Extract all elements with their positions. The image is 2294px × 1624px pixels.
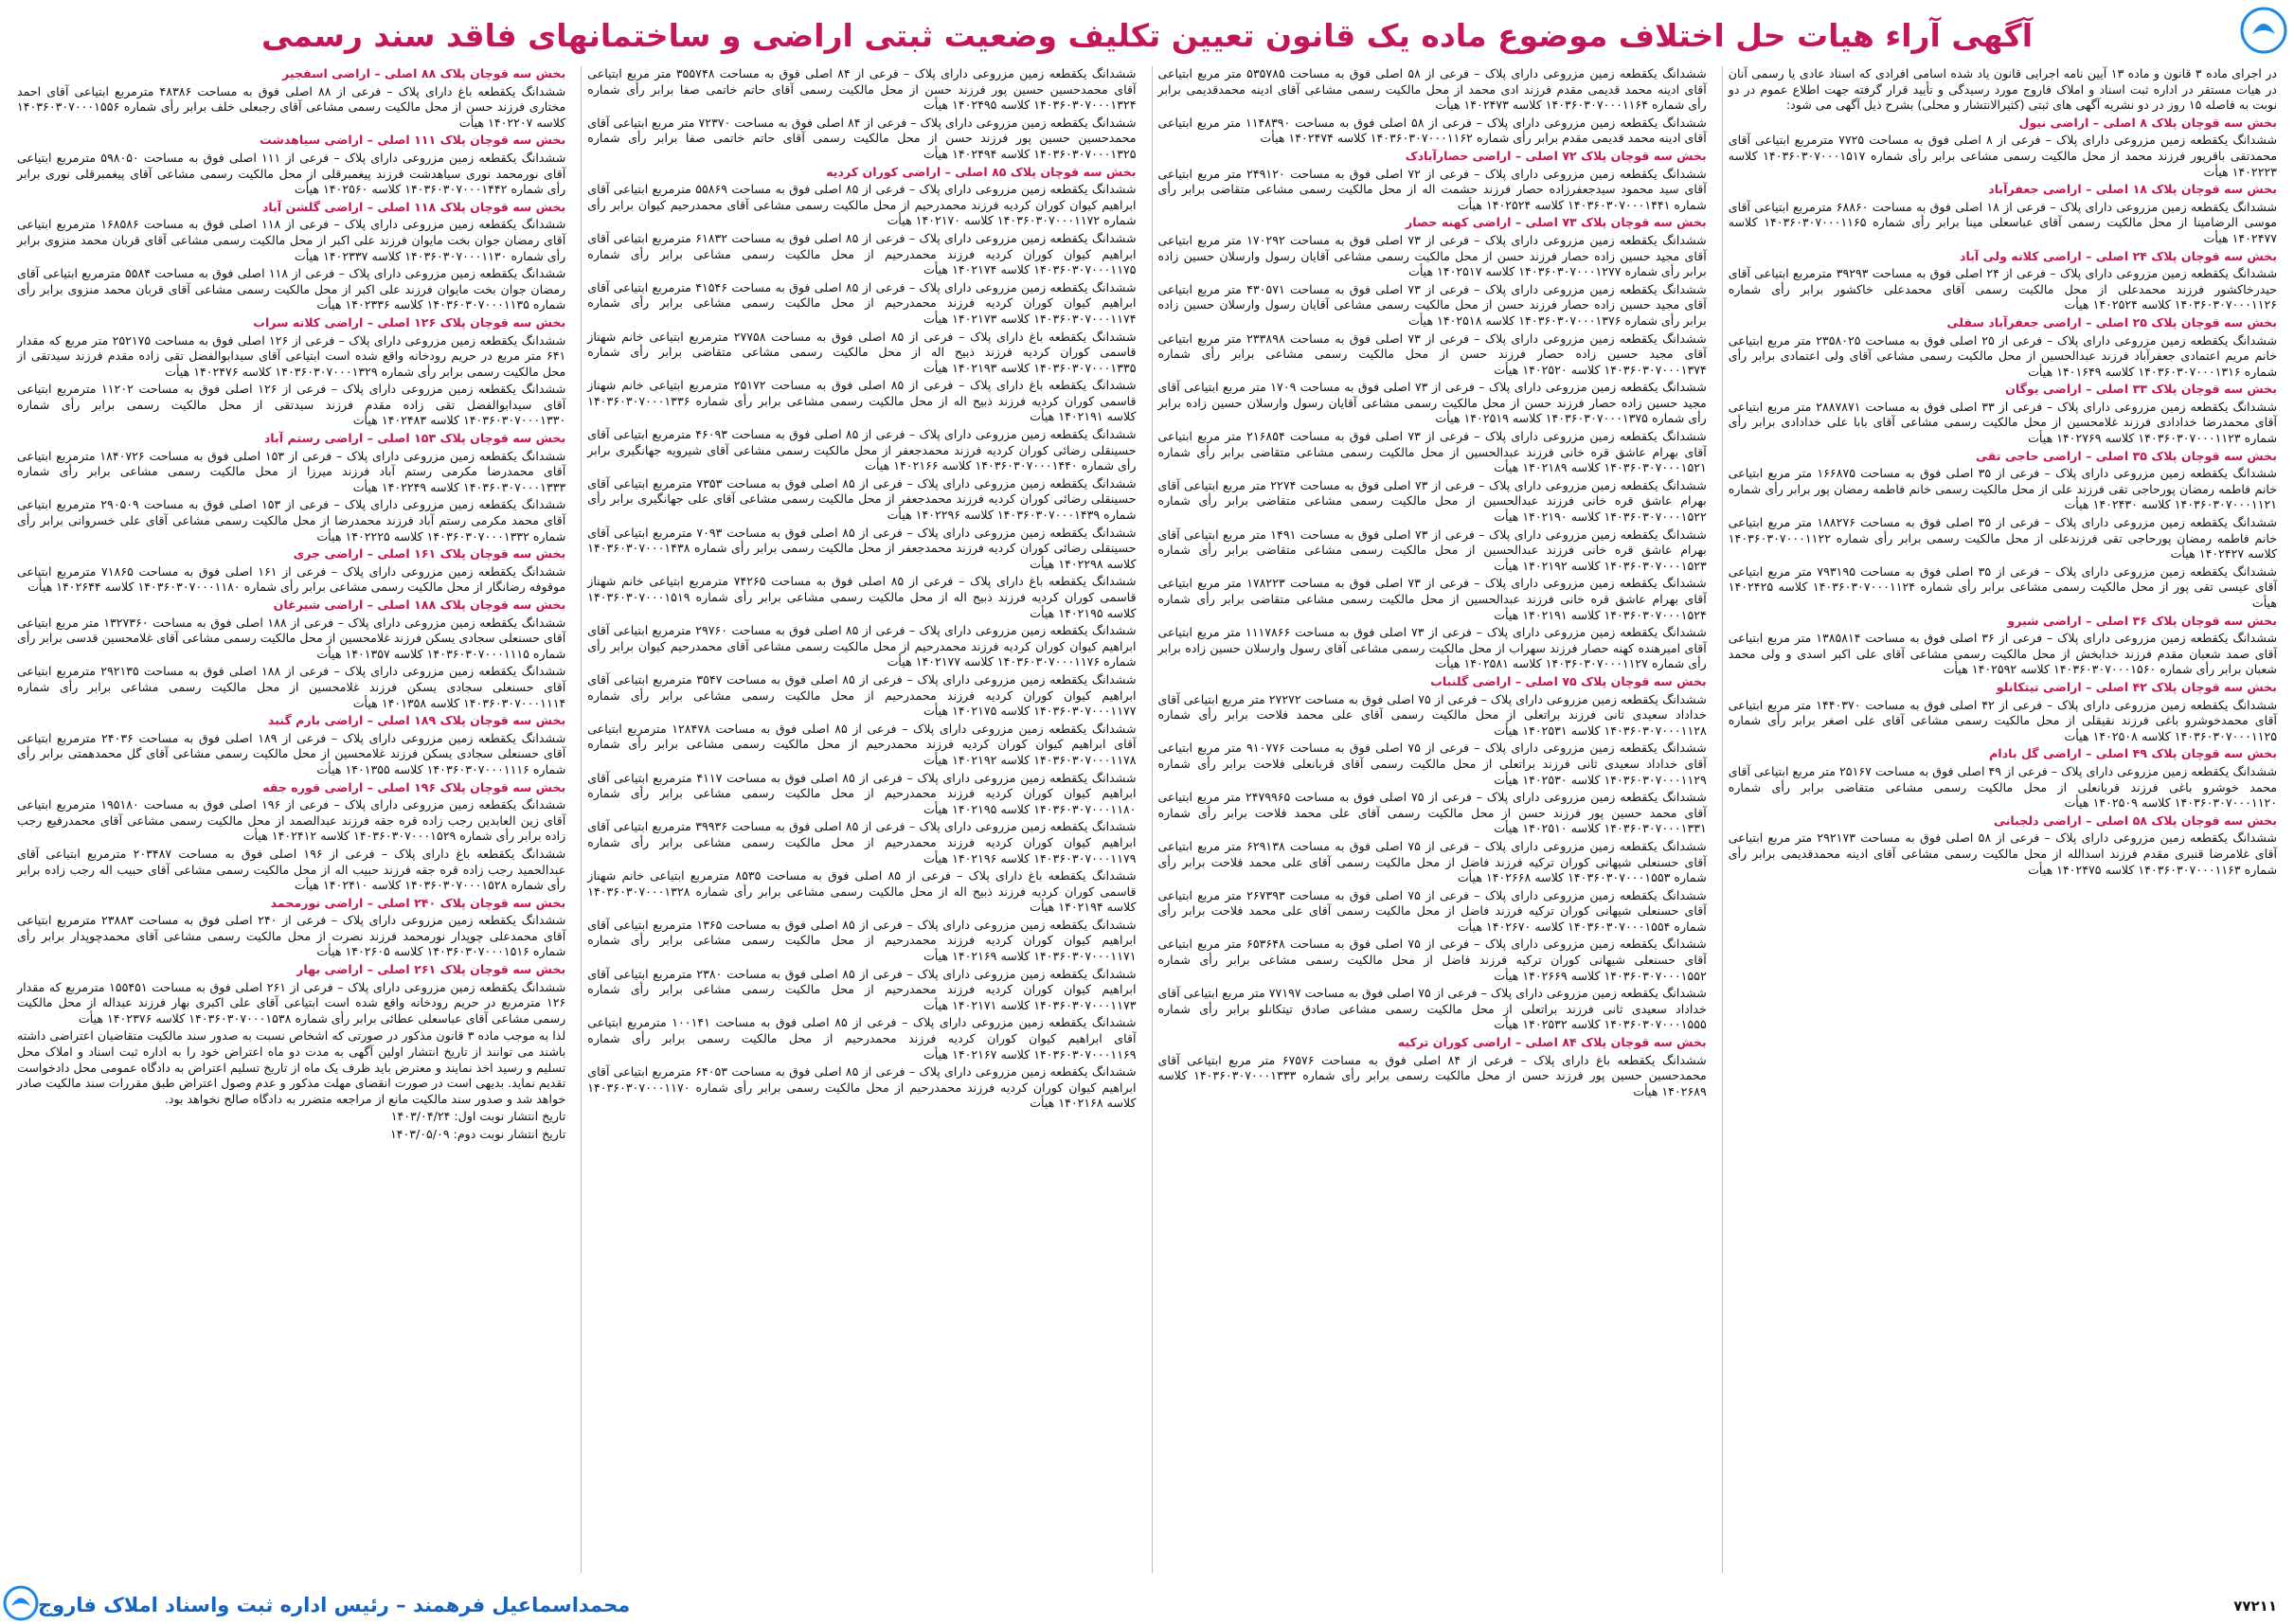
notice-columns bbox=[11, 66, 2283, 1573]
entry: ششدانگ یکقطعه زمین مزروعی دارای پلاک – فرعی از ۸۵ اصلی فوق به مساحت ۴۶۰۹۳ مترمربع ابتیاعی آقای حسینقلی رضائی کوران کردیه فرزند محمدجعفر از محل مالکیت رسمی مشاعی آقای شیرویه جهانگیری برابر رأی شماره ۱۴۰۳۶۰۳۰۷۰۰۰۱۴۴۰ کلاسه ۱۴۰۲۱۶۶ هیأت bbox=[587, 427, 1137, 473]
section-heading: بخش سه قوچان پلاک ۱۱۱ اصلی – اراضی سیاهدشت bbox=[260, 133, 566, 148]
entry: ششدانگ یکقطعه زمین مزروعی دارای پلاک – فرعی از ۷۵ اصلی فوق به مساحت ۲۶۷۳۹۳ متر مربع ابتیاعی آقای حسنعلی شیهانی کوران ترکیه فرزند فاضل از محل مالکیت رسمی آقای علی محمد فلاحت برابر رأی شماره ۱۴۰۳۶۰۳۰۷۰۰۰۱۵۵۴ کلاسه ۱۴۰۲۶۷۰ هیأت bbox=[1157, 887, 1707, 934]
entry: ششدانگ یکقطعه زمین مزروعی دارای پلاک – فرعی از ۷۵ اصلی فوق به مساحت ۶۵۳۶۴۸ متر مربع ابتیاعی آقای حسنعلی شیهانی کوران ترکیه فرزند فاضل از محل مالکیت رسمی مشاعی برابر رأی شماره ۱۴۰۳۶۰۳۰۷۰۰۰۱۵۵۲ کلاسه ۱۴۰۲۶۶۹ هیأت bbox=[1157, 937, 1707, 983]
entry: ششدانگ یکقطعه باغ دارای پلاک – فرعی از ۸۵ اصلی فوق به مساحت ۲۷۷۵۸ مترمربع ابتیاعی خانم شهناز قاسمی کوران کردیه فرزند ذبیح اله از محل مالکیت رسمی مشاعی متقاضی برابر رأی شماره ۱۴۰۳۶۰۳۰۷۰۰۰۱۳۳۵ کلاسه ۱۴۰۲۱۹۳ هیأت bbox=[587, 329, 1137, 375]
entry: ششدانگ یکقطعه زمین مزروعی دارای پلاک – فرعی از ۲۵ اصلی فوق به مساحت ۲۳۵۸۰۲۵ متر مربع ابتیاعی خانم مریم اعتمادی جعفرآباد فرزند عبدالحسین از محل مالکیت رسمی مشاعی آقای ولی اعتمادی برابر رأی شماره ۱۴۰۳۶۰۳۰۷۰۰۰۱۳۱۶ کلاسه ۱۴۰۱۶۴۹ هیأت bbox=[1728, 332, 2277, 379]
first-publish-date: تاریخ انتشار نوبت اول: ۱۴۰۳/۰۴/۲۴ bbox=[390, 1109, 566, 1124]
section-heading: بخش سه قوچان پلاک ۱۲۶ اصلی – اراضی کلاته سراب bbox=[253, 314, 566, 330]
entry: ششدانگ یکقطعه زمین مزروعی دارای پلاک – فرعی از ۷۳ اصلی فوق به مساحت ۴۳۰۵۷۱ متر مربع ابتیاعی آقای مجید حسین زاده حصار فرزند حسن از محل مالکیت رسمی مشاعی آقایان رسول وارسلان حسین زاده برابر رأی شماره ۱۴۰۳۶۰۳۰۷۰۰۰۱۳۷۶ کلاسه ۱۴۰۲۵۱۸ هیأت bbox=[1157, 281, 1707, 328]
entry: ششدانگ یکقطعه زمین مزروعی دارای پلاک – فرعی از ۸۵ اصلی فوق به مساحت ۱۰۰۱۴۱ مترمربع ابتیاعی آقای ابراهیم کیوان کوران کردیه فرزند محمدرحیم از محل مالکیت رسمی برابر رأی شماره ۱۴۰۳۶۰۳۰۷۰۰۰۱۱۶۹ کلاسه ۱۴۰۲۱۶۷ هیأت bbox=[587, 1015, 1137, 1062]
entry: ششدانگ یکقطعه زمین مزروعی دارای پلاک – فرعی از ۷۳ اصلی فوق به مساحت ۱۷۰۲۹۲ متر مربع ابتیاعی آقای مجید حسین زاده حصار فرزند حسن از محل مالکیت رسمی مشاعی آقایان رسول وارسلان حسین زاده برابر رأی شماره ۱۴۰۳۶۰۳۰۷۰۰۰۱۲۷۷ کلاسه ۱۴۰۲۵۱۷ هیأت bbox=[1157, 232, 1707, 279]
entry: ششدانگ یکقطعه زمین مزروعی دارای پلاک – فرعی از ۷۳ اصلی فوق به مساحت ۱۱۱۷۸۶۶ متر مربع ابتیاعی آقای امیرهنده کهنه حصار فرزند سهراب از محل مالکیت رسمی مشاعی آقای رسول وارسلان حسین زاده برابر رأی شماره ۱۴۰۳۶۰۳۰۷۰۰۰۱۱۲۷ کلاسه ۱۴۰۲۵۸۱ هیأت bbox=[1157, 625, 1707, 671]
section-heading: بخش سه قوچان پلاک ۱۸۸ اصلی – اراضی شیرغان bbox=[273, 598, 566, 612]
section-heading: بخش سه قوچان پلاک ۱۹۶ اصلی – اراضی قوره جقه bbox=[262, 779, 566, 794]
entry: ششدانگ یکقطعه زمین مزروعی دارای پلاک – فرعی از ۷۵ اصلی فوق به مساحت ۹۱۰۷۷۶ متر مربع ابتیاعی آقای خداداد سعیدی ثانی فرزند براتعلی از محل مالکیت رسمی آقای قربانعلی فلاحت برابر رأی شماره ۱۴۰۳۶۰۳۰۷۰۰۰۱۱۲۹ کلاسه ۱۴۰۲۵۳۰ هیأت bbox=[1157, 741, 1707, 787]
section-heading: بخش سه قوچان پلاک ۸۵ اصلی – اراضی کوران کردیه bbox=[826, 164, 1137, 179]
second-publish-date: تاریخ انتشار نوبت دوم: ۱۴۰۳/۰۵/۰۹ bbox=[389, 1127, 566, 1141]
entry: ششدانگ یکقطعه زمین مزروعی دارای پلاک – فرعی از ۷۳ اصلی فوق به مساحت ۱۷۰۹ متر مربع ابتیاعی آقای مجید حسین زاده حصار فرزند حسن از محل مالکیت رسمی مشاعی آقایان رسول وارسلان حسین زاده برابر رأی شماره ۱۴۰۳۶۰۳۰۷۰۰۰۱۳۷۵ کلاسه ۱۴۰۲۵۱۹ هیأت bbox=[1157, 380, 1707, 426]
entry: ششدانگ یکقطعه زمین مزروعی دارای پلاک – فرعی از ۱۱۸ اصلی فوق به مساحت ۱۶۸۵۸۶ مترمربع ابتیاعی آقای رمضان جوان بخت مایوان فرزند علی اکبر از محل مالکیت رسمی مشاعی آقای قربان محمد منزوی برابر رأی شماره ۱۴۰۳۶۰۳۰۷۰۰۰۱۱۳۰ کلاسه ۱۴۰۲۳۳۷ هیأت bbox=[17, 217, 566, 263]
column-4 bbox=[11, 66, 571, 1573]
section-heading: بخش سه قوچان پلاک ۵۸ اصلی – اراضی دلجبانی bbox=[1993, 812, 2277, 828]
column-1 bbox=[1722, 66, 2283, 1573]
entry: ششدانگ یکقطعه باغ دارای پلاک – فرعی از ۸۸ اصلی فوق به مساحت ۴۸۳۸۶ مترمربع ابتیاعی آقای احمد مختاری فرزند حسن از محل مالکیت رسمی مشاعی آقای رجبعلی خلف برابر رأی شماره ۱۴۰۳۶۰۳۰۷۰۰۰۱۵۵۶ کلاسه ۱۴۰۲۲۰۷ هیأت bbox=[17, 83, 566, 130]
entry: ششدانگ یکقطعه زمین مزروعی دارای پلاک – فرعی از ۸۵ اصلی فوق به مساحت ۴۱۵۴۶ مترمربع ابتیاعی آقای ابراهیم کیوان کوران کردیه فرزند محمدرحیم از محل مالکیت رسمی مشاعی برابر رأی شماره ۱۴۰۳۶۰۳۰۷۰۰۰۱۱۷۴ کلاسه ۱۴۰۲۱۷۳ هیأت bbox=[587, 279, 1137, 326]
entry: ششدانگ یکقطعه زمین مزروعی دارای پلاک – فرعی از ۸۵ اصلی فوق به مساحت ۷۳۵۳ مترمربع ابتیاعی آقای حسینقلی رضائی کوران کردیه فرزند محمدجعفر از محل مالکیت رسمی مشاعی آقای علی جهانگیری برابر رأی شماره ۱۴۰۳۶۰۳۰۷۰۰۰۱۴۳۹ کلاسه ۱۴۰۲۲۹۶ هیأت bbox=[587, 475, 1137, 523]
section-heading: بخش سه قوچان پلاک ۲۴ اصلی – اراضی کلاته ولی آباد bbox=[1960, 248, 2277, 263]
entry: ششدانگ یکقطعه زمین مزروعی دارای پلاک – فرعی از ۷۵ اصلی فوق به مساحت ۶۲۹۱۳۸ متر مربع ابتیاعی آقای حسنعلی شیهانی کوران ترکیه فرزند فاضل از محل مالکیت رسمی آقای علی محمد فلاحت برابر رأی شماره ۱۴۰۳۶۰۳۰۷۰۰۰۱۵۵۳ کلاسه ۱۴۰۲۶۶۸ هیأت bbox=[1157, 838, 1707, 885]
entry: ششدانگ یکقطعه زمین مزروعی دارای پلاک – فرعی از ۱۵۳ اصلی فوق به مساحت ۱۸۴۰۷۲۶ مترمربع ابتیاعی آقای محمدرضا مکرمی رستم آباد فرزند میرزا از محل مالکیت رسمی مشاعی برابر رأی شماره ۱۴۰۳۶۰۳۰۷۰۰۰۱۳۳۳ کلاسه ۱۴۰۲۲۴۹ هیأت bbox=[17, 448, 566, 494]
entry: ششدانگ یکقطعه باغ دارای پلاک – فرعی از ۸۵ اصلی فوق به مساحت ۸۵۳۵ مترمربع ابتیاعی خانم شهناز قاسمی کوران کردیه فرزند ذبیح اله از محل مالکیت رسمی مشاعی برابر رأی شماره ۱۴۰۳۶۰۳۰۷۰۰۰۱۳۲۸ کلاسه ۱۴۰۲۱۹۴ هیأت bbox=[587, 868, 1137, 915]
entry: ششدانگ یکقطعه زمین مزروعی دارای پلاک – فرعی از ۱۹۶ اصلی فوق به مساحت ۱۹۵۱۸۰ مترمربع ابتیاعی آقای زین العابدین رجب زاده قره جقه فرزند عبدالصمد از محل مالکیت رسمی مشاعی آقای محمدرفیع رجب زاده برابر رأی شماره ۱۴۰۳۶۰۳۰۷۰۰۰۱۵۲۹ کلاسه ۱۴۰۲۴۱۲ هیأت bbox=[17, 797, 566, 844]
registry-seal-icon bbox=[2, 1584, 40, 1622]
entry: ششدانگ یکقطعه زمین مزروعی دارای پلاک – فرعی از ۱۲۶ اصلی فوق به مساحت ۱۱۲۰۲ مترمربع ابتیاعی آقای سیدابوالفضل تقی زاده مقدم فرزند سیدتقی از محل مالکیت رسمی برابر رأی شماره ۱۴۰۳۶۰۳۰۷۰۰۰۱۳۳۰ کلاسه ۱۴۰۲۴۸۳ هیأت bbox=[17, 382, 566, 428]
entry: ششدانگ یکقطعه زمین مزروعی دارای پلاک – فرعی از ۳۶ اصلی فوق به مساحت ۱۳۸۵۸۱۴ متر مربع ابتیاعی آقای صمد شعبان مقدم فرزند خدابخش از محل مالکیت رسمی مشاعی آقای علی اکبر اسدی و ولی محمد شعبان برابر رأی شماره ۱۴۰۳۶۰۳۰۷۰۰۰۱۵۶۰ کلاسه ۱۴۰۲۵۹۲ هیأت bbox=[1728, 631, 2277, 677]
section-heading: بخش سه قوچان پلاک ۸ اصلی – اراضی نیول bbox=[2018, 115, 2277, 130]
section-heading: بخش سه قوچان پلاک ۱۸ اصلی – اراضی جعفرآباد bbox=[1988, 182, 2277, 197]
entry: ششدانگ یکقطعه زمین مزروعی دارای پلاک – فرعی از ۷۵ اصلی فوق به مساحت ۲۷۲۷۲ متر مربع ابتیاعی آقای خداداد سعیدی ثانی فرزند براتعلی از محل مالکیت رسمی آقای علی محمد فلاحت برابر رأی شماره ۱۴۰۳۶۰۳۰۷۰۰۰۱۱۲۸ کلاسه ۱۴۰۲۵۳۱ هیأت bbox=[1157, 691, 1707, 738]
column-3 bbox=[581, 66, 1141, 1573]
entry: ششدانگ یکقطعه زمین مزروعی دارای پلاک – فرعی از ۵۸ اصلی فوق به مساحت ۱۱۴۸۳۹۰ متر مربع ابتیاعی آقای ادینه محمد قدیمی مقدم برابر رأی شماره ۱۴۰۳۶۰۳۰۷۰۰۰۱۱۶۲ کلاسه ۱۴۰۲۴۷۴ هیأت bbox=[1157, 115, 1707, 146]
column-2 bbox=[1152, 66, 1712, 1573]
entry: ششدانگ یکقطعه زمین مزروعی دارای پلاک – فرعی از ۸۴ اصلی فوق به مساحت ۳۵۵۷۴۸ متر مربع ابتیاعی آقای محمدحسین حسین پور فرزند حسن از محل مالکیت رسمی آقای حاتم خاتمی صفا برابر رأی شماره ۱۴۰۳۶۰۳۰۷۰۰۰۱۳۲۴ کلاسه ۱۴۰۲۴۹۵ هیأت bbox=[587, 66, 1137, 113]
section-heading: بخش سه قوچان پلاک ۸۸ اصلی – اراضی اسفجیر bbox=[281, 66, 566, 80]
section-heading: بخش سه قوچان پلاک ۷۲ اصلی – اراضی حصارآبادک bbox=[1405, 148, 1707, 163]
section-heading: بخش سه قوچان پلاک ۴۲ اصلی – اراضی تیتکانلو bbox=[1996, 679, 2277, 694]
entry: ششدانگ یکقطعه زمین مزروعی دارای پلاک – فرعی از ۷۳ اصلی فوق به مساحت ۲۲۷۴ متر مربع ابتیاعی آقای بهرام عاشق قره خانی فرزند عبدالحسین از محل مالکیت رسمی مشاعی متقاضی برابر رأی شماره ۱۴۰۳۶۰۳۰۷۰۰۰۱۵۲۲ کلاسه ۱۴۰۲۱۹۰ هیأت bbox=[1157, 477, 1707, 525]
entry: ششدانگ یکقطعه زمین مزروعی دارای پلاک – فرعی از ۷۳ اصلی فوق به مساحت ۲۳۳۸۹۸ متر مربع ابتیاعی آقای مجید حسین زاده حصار فرزند حسن از محل مالکیت رسمی مشاعی برابر رأی شماره ۱۴۰۳۶۰۳۰۷۰۰۰۱۳۷۴ کلاسه ۱۴۰۲۵۲۰ هیأت bbox=[1157, 330, 1707, 377]
entry: ششدانگ یکقطعه زمین مزروعی دارای پلاک – فرعی از ۸۵ اصلی فوق به مساحت ۲۹۷۶۰ مترمربع ابتیاعی آقای ابراهیم کیوان کوران کردیه فرزند محمدرحیم از محل مالکیت رسمی مشاعی آقای محمدرحیم کیوان برابر رأی شماره ۱۴۰۳۶۰۳۰۷۰۰۰۱۱۷۶ کلاسه ۱۴۰۲۱۷۷ هیأت bbox=[587, 623, 1137, 669]
section-heading: بخش سه قوچان پلاک ۳۶ اصلی – اراضی شیرو bbox=[2007, 613, 2277, 628]
entry: ششدانگ یکقطعه زمین مزروعی دارای پلاک – فرعی از ۷۳ اصلی فوق به مساحت ۱۴۹۱ متر مربع ابتیاعی آقای بهرام عاشق قره خانی فرزند عبدالحسین از محل مالکیت رسمی مشاعی متقاضی برابر رأی شماره ۱۴۰۳۶۰۳۰۷۰۰۰۱۵۲۳ کلاسه ۱۴۰۲۱۹۲ هیأت bbox=[1157, 526, 1707, 573]
entry: ششدانگ یکقطعه زمین مزروعی دارای پلاک – فرعی از ۸۵ اصلی فوق به مساحت ۷۰۹۳ مترمربع ابتیاعی آقای حسینقلی رضائی کوران کردیه فرزند محمدجعفر از محل مالکیت رسمی برابر رأی شماره ۱۴۰۳۶۰۳۰۷۰۰۰۱۴۳۸ کلاسه ۱۴۰۲۲۹۸ هیأت bbox=[587, 525, 1137, 571]
entry: ششدانگ یکقطعه زمین مزروعی دارای پلاک – فرعی از ۳۵ اصلی فوق به مساحت ۷۹۳۱۹۵ متر مربع ابتیاعی آقای عیسی تقی پور از محل مالکیت رسمی مشاعی برابر رأی شماره ۱۴۰۳۶۰۳۰۷۰۰۰۱۱۲۴ کلاسه ۱۴۰۲۴۲۵ هیأت bbox=[1728, 563, 2278, 610]
notice-title: آگهی آراء هیات حل اختلاف موضوع ماده یک قانون تعیین تکلیف وضعیت ثبتی اراضی و ساختمانهای فاقد سند رسمی bbox=[260, 16, 2034, 54]
entry: ششدانگ یکقطعه زمین مزروعی دارای پلاک – فرعی از ۸۵ اصلی فوق به مساحت ۶۴۰۵۳ مترمربع ابتیاعی آقای ابراهیم کیوان کوران کردیه فرزند محمدرحیم از محل مالکیت رسمی برابر رأی شماره ۱۴۰۳۶۰۳۰۷۰۰۰۱۱۷۰ کلاسه ۱۴۰۲۱۶۸ هیأت bbox=[587, 1064, 1137, 1111]
section-heading: بخش سه قوچان پلاک ۸۴ اصلی – اراضی کوران ترکیه bbox=[1397, 1035, 1707, 1050]
entry: ششدانگ یکقطعه زمین مزروعی دارای پلاک – فرعی از ۸۵ اصلی فوق به مساحت ۴۱۱۷ مترمربع ابتیاعی آقای ابراهیم کیوان کوران کردیه فرزند محمدرحیم از محل مالکیت رسمی مشاعی برابر رأی شماره ۱۴۰۳۶۰۳۰۷۰۰۰۱۱۸۰ کلاسه ۱۴۰۲۱۹۵ هیأت bbox=[587, 770, 1137, 816]
closing-paragraph: لذا به موجب ماده ۳ قانون مذکور در صورتی که اشخاص نسبت به صدور سند مالکیت متقاضیان اعتراضی داشته باشند می توانند از تاریخ انتشار اولین آگهی به مدت دو ماه اعتراض خود را به اداره ثبت اسناد و املاک محل تسلیم و رسید اخذ نمایند و معترض باید ظرف یک ماه از تاریخ تسلیم اعتراض به دادگاه عمومی محل دادخواست تقدیم نماید. بدیهی است در صورت انقضای مهلت مذکور و عدم وصول اعتراض طبق مقررات سند مالکیت صادر خواهد شد و صدور سند مالکیت مانع از مراجعه متضرر به دادگاه صالح نخواهد بود. bbox=[17, 1028, 566, 1106]
entry: ششدانگ یکقطعه زمین مزروعی دارای پلاک – فرعی از ۲۶۱ اصلی فوق به مساحت ۱۵۵۴۵۱ مترمربع که مقدار ۱۲۶ مترمربع در حریم رودخانه واقع شده است ابتیاعی آقای علی اکبری بهار فرزند عبداله از محل مالکیت رسمی مشاعی آقای عباسعلی عطائی برابر رأی شماره ۱۴۰۳۶۰۳۰۷۰۰۰۱۵۳۸ کلاسه ۱۴۰۲۳۷۶ هیأت bbox=[17, 979, 566, 1026]
entry: ششدانگ یکقطعه زمین مزروعی دارای پلاک – فرعی از ۱۲۶ اصلی فوق به مساحت ۲۵۲۱۷۵ متر مربع که مقدار ۶۴۱ متر مربع در حریم رودخانه واقع شده است ابتیاعی آقای سیدابوالفضل تقی زاده مقدم فرزند سیدتقی از محل مالکیت رسمی برابر رأی شماره ۱۴۰۳۶۰۳۰۷۰۰۰۱۳۲۹ کلاسه ۱۴۰۲۴۷۶ هیأت bbox=[17, 332, 566, 379]
entry: ششدانگ یکقطعه زمین مزروعی دارای پلاک – فرعی از ۲۴ اصلی فوق به مساحت ۳۹۲۹۳ مترمربع ابتیاعی آقای حیدرخاکشور فرزند محمدعلی از محل مالکیت رسمی آقای محمدعلی خاکشور برابر رأی شماره ۱۴۰۳۶۰۳۰۷۰۰۰۱۱۲۶ کلاسه ۱۴۰۲۵۲۴ هیأت bbox=[1728, 266, 2278, 312]
section-heading: بخش سه قوچان پلاک ۱۱۸ اصلی – اراضی گلشن آباد bbox=[261, 199, 566, 214]
entry: ششدانگ یکقطعه زمین مزروعی دارای پلاک – فرعی از ۱۸۸ اصلی فوق به مساحت ۲۹۲۱۳۵ مترمربع ابتیاعی آقای حسنعلی سجادی یسکن فرزند غلامحسین از محل مالکیت رسمی مشاعی برابر رأی شماره ۱۴۰۳۶۰۳۰۷۰۰۰۱۱۱۴ کلاسه ۱۴۰۱۳۵۸ هیأت bbox=[17, 664, 566, 710]
entry: ششدانگ یکقطعه باغ دارای پلاک – فرعی از ۸۵ اصلی فوق به مساحت ۷۴۲۶۵ مترمربع ابتیاعی خانم شهناز قاسمی کوران کردیه فرزند ذبیح اله از محل مالکیت رسمی مشاعی برابر رأی شماره ۱۴۰۳۶۰۳۰۷۰۰۰۱۵۱۹ کلاسه ۱۴۰۲۱۹۵ هیأت bbox=[587, 574, 1137, 620]
entry: ششدانگ یکقطعه زمین مزروعی دارای پلاک – فرعی از ۸۵ اصلی فوق به مساحت ۶۱۸۳۲ مترمربع ابتیاعی آقای ابراهیم کیوان کوران کردیه فرزند محمدرحیم از محل مالکیت رسمی مشاعی برابر رأی شماره ۱۴۰۳۶۰۳۰۷۰۰۰۱۱۷۵ کلاسه ۱۴۰۲۱۷۴ هیأت bbox=[587, 230, 1137, 277]
entry: ششدانگ یکقطعه زمین مزروعی دارای پلاک – فرعی از ۳۵ اصلی فوق به مساحت ۱۶۶۸۷۵ متر مربع ابتیاعی خانم فاطمه رمضان پورحاجی تقی فرزند علی از محل مالکیت رسمی خانم فاطمه رمضان پور برابر رأی شماره ۱۴۰۳۶۰۳۰۷۰۰۰۱۱۲۱ کلاسه ۱۴۰۲۴۳۰ هیأت bbox=[1728, 466, 2277, 512]
section-heading: بخش سه قوچان پلاک ۳۵ اصلی – اراضی حاجی تقی bbox=[1976, 448, 2277, 463]
section-heading: بخش سه قوچان پلاک ۱۵۳ اصلی – اراضی رستم آباد bbox=[263, 431, 566, 446]
entry: ششدانگ یکقطعه زمین مزروعی دارای پلاک – فرعی از ۸ اصلی فوق به مساحت ۷۷۲۵ مترمربع ابتیاعی آقای محمدتقی باقرپور فرزند محمد از محل مالکیت رسمی مشاعی برابر رأی شماره ۱۴۰۳۶۰۳۰۷۰۰۰۱۵۱۷ کلاسه ۱۴۰۲۲۲۳ هیأت bbox=[1728, 133, 2278, 179]
entry: ششدانگ یکقطعه زمین مزروعی دارای پلاک – فرعی از ۸۵ اصلی فوق به مساحت ۵۵۸۶۹ مترمربع ابتیاعی آقای ابراهیم کیوان کوران کردیه فرزند محمدرحیم از محل مالکیت رسمی مشاعی آقای محمدرحیم کیوان برابر رأی شماره ۱۴۰۳۶۰۳۰۷۰۰۰۱۱۷۲ کلاسه ۱۴۰۲۱۷۰ هیأت bbox=[587, 182, 1137, 228]
entry: ششدانگ یکقطعه زمین مزروعی دارای پلاک – فرعی از ۱۸ اصلی فوق به مساحت ۶۸۸۶۰ مترمربع ابتیاعی آقای موسی الرضامینا از محل مالکیت رسمی آقای عباسعلی مینا برابر رأی شماره ۱۴۰۳۶۰۳۰۷۰۰۰۱۱۶۵ کلاسه ۱۴۰۲۴۷۷ هیأت bbox=[1728, 199, 2278, 245]
entry: ششدانگ یکقطعه زمین مزروعی دارای پلاک – فرعی از ۴۹ اصلی فوق به مساحت ۲۵۱۶۷ متر مربع ابتیاعی آقای محمد خوشرو باغی فرزند قربانعلی از محل مالکیت رسمی مشاعی متقاضی برابر رأی شماره ۱۴۰۳۶۰۳۰۷۰۰۰۱۱۲۰ کلاسه ۱۴۰۲۵۰۹ هیأت bbox=[1728, 763, 2278, 811]
entry: ششدانگ یکقطعه باغ دارای پلاک – فرعی از ۸۵ اصلی فوق به مساحت ۲۵۱۷۲ مترمربع ابتیاعی خانم شهناز قاسمی کوران کردیه فرزند ذبیح اله از محل مالکیت رسمی مشاعی برابر رأی شماره ۱۴۰۳۶۰۳۰۷۰۰۰۱۳۳۶ کلاسه ۱۴۰۲۱۹۱ هیأت bbox=[587, 378, 1137, 424]
entry: ششدانگ یکقطعه زمین مزروعی دارای پلاک – فرعی از ۸۵ اصلی فوق به مساحت ۱۳۶۵ مترمربع ابتیاعی آقای ابراهیم کیوان کوران کردیه فرزند محمدرحیم از محل مالکیت رسمی مشاعی برابر رأی شماره ۱۴۰۳۶۰۳۰۷۰۰۰۱۱۷۱ کلاسه ۱۴۰۲۱۶۹ هیأت bbox=[587, 917, 1137, 964]
entry: ششدانگ یکقطعه زمین مزروعی دارای پلاک – فرعی از ۸۴ اصلی فوق به مساحت ۷۲۳۷۰ متر مربع ابتیاعی آقای محمدحسین حسین پور فرزند حسن از محل مالکیت رسمی آقای حاتم خاتمی صفا برابر رأی شماره ۱۴۰۳۶۰۳۰۷۰۰۰۱۳۲۵ کلاسه ۱۴۰۲۴۹۴ هیأت bbox=[587, 115, 1137, 161]
section-heading: بخش سه قوچان پلاک ۷۵ اصلی – اراضی گلنباب bbox=[1430, 673, 1707, 688]
entry: ششدانگ یکقطعه زمین مزروعی دارای پلاک – فرعی از ۲۴۰ اصلی فوق به مساحت ۲۳۸۸۳ مترمربع ابتیاعی آقای محمدعلی چوپدار نورمحمد فرزند نصرت از محل مالکیت رسمی مشاعی آقای محمدچوپدار برابر رأی شماره ۱۴۰۳۶۰۳۰۷۰۰۰۱۵۱۶ کلاسه ۱۴۰۲۶۰۵ هیأت bbox=[17, 913, 566, 959]
entry: ششدانگ یکقطعه باغ دارای پلاک – فرعی از ۸۴ اصلی فوق به مساحت ۶۷۵۷۶ متر مربع ابتیاعی آقای محمدحسین حسین پور فرزند حسن از محل مالکیت رسمی برابر رأی شماره ۱۴۰۳۶۰۳۰۷۰۰۰۱۳۳۳ کلاسه ۱۴۰۲۶۸۹ هیأت bbox=[1157, 1052, 1707, 1098]
entry: ششدانگ یکقطعه زمین مزروعی دارای پلاک – فرعی از ۴۲ اصلی فوق به مساحت ۱۴۴۰۳۷۰ متر مربع ابتیاعی آقای محمدخوشرو باغی فرزند نقیقلی از محل مالکیت رسمی مشاعی آقای علی اصغر برابر رأی شماره ۱۴۰۳۶۰۳۰۷۰۰۰۱۱۲۵ کلاسه ۱۴۰۲۵۰۸ هیأت bbox=[1728, 697, 2277, 743]
entry: ششدانگ یکقطعه زمین مزروعی دارای پلاک – فرعی از ۸۵ اصلی فوق به مساحت ۲۳۸۰ مترمربع ابتیاعی آقای ابراهیم کیوان کوران کردیه فرزند محمدرحیم از محل مالکیت رسمی مشاعی برابر رأی شماره ۱۴۰۳۶۰۳۰۷۰۰۰۱۱۷۳ کلاسه ۱۴۰۲۱۷۱ هیأت bbox=[587, 966, 1137, 1012]
section-heading: بخش سه قوچان پلاک ۲۴۰ اصلی – اراضی نورمحمد bbox=[270, 895, 566, 910]
section-heading: بخش سه قوچان پلاک ۷۳ اصلی – اراضی کهنه حصار bbox=[1406, 215, 1707, 230]
section-heading: بخش سه قوچان پلاک ۱۸۹ اصلی – اراضی بارم گنبد bbox=[267, 713, 566, 728]
section-heading: بخش سه قوچان پلاک ۲۶۱ اصلی – اراضی بهار bbox=[296, 962, 566, 977]
entry: ششدانگ یکقطعه زمین مزروعی دارای پلاک – فرعی از ۷۳ اصلی فوق به مساحت ۲۱۶۸۵۴ متر مربع ابتیاعی آقای بهرام عاشق قره خانی فرزند عبدالحسین از محل مالکیت رسمی مشاعی متقاضی برابر رأی شماره ۱۴۰۳۶۰۳۰۷۰۰۰۱۵۲۱ کلاسه ۱۴۰۲۱۸۹ هیأت bbox=[1157, 429, 1707, 475]
entry: ششدانگ یکقطعه زمین مزروعی دارای پلاک – فرعی از ۱۶۱ اصلی فوق به مساحت ۷۱۸۶۵ مترمربع ابتیاعی موقوفه رضانگار از محل مالکیت رسمی مشاعی برابر رأی شماره ۱۴۰۳۶۰۳۰۷۰۰۰۱۱۸۰ کلاسه ۱۴۰۲۶۴۴ هیأت bbox=[17, 563, 566, 595]
entry: ششدانگ یکقطعه زمین مزروعی دارای پلاک – فرعی از ۷۵ اصلی فوق به مساحت ۷۷۱۹۷ متر مربع ابتیاعی آقای خداداد سعیدی ثانی فرزند براتعلی از محل مالکیت رسمی مشاعی صادق تیتکانلو برابر رأی شماره ۱۴۰۳۶۰۳۰۷۰۰۰۱۵۵۵ کلاسه ۱۴۰۲۵۳۲ هیأت bbox=[1157, 986, 1707, 1032]
section-heading: بخش سه قوچان پلاک ۲۵ اصلی – اراضی جعفرآباد سفلی bbox=[1946, 314, 2277, 330]
entry: ششدانگ یکقطعه زمین مزروعی دارای پلاک – فرعی از ۸۵ اصلی فوق به مساحت ۳۹۹۳۶ مترمربع ابتیاعی آقای ابراهیم کیوان کوران کردیه فرزند محمدرحیم از محل مالکیت رسمی مشاعی برابر رأی شماره ۱۴۰۳۶۰۳۰۷۰۰۰۱۱۷۹ کلاسه ۱۴۰۲۱۹۶ هیأت bbox=[587, 819, 1137, 866]
notice-code: ۷۷۲۱۱ bbox=[2233, 1597, 2277, 1615]
intro-paragraph: در اجرای ماده ۳ قانون و ماده ۱۳ آیین نامه اجرایی قانون یاد شده اسامی افرادی که اسناد عادی یا رسمی آنان در هیات مستقر در اداره ثبت اسناد و املاک فاروج مورد رسیدگی و تأیید قرار گرفته جهت اطلاع عموم در دو نوبت به فاصله ۱۵ روز در دو نشریه آگهی های ثبتی (کثیرالانتشار و محلی) بشرح ذیل آگهی می شود: bbox=[1728, 66, 2277, 113]
entry: ششدانگ یکقطعه زمین مزروعی دارای پلاک – فرعی از ۳۳ اصلی فوق به مساحت ۲۸۸۷۸۷۱ متر مربع ابتیاعی آقای محمدرضا خدادادی فرزند غلامحسین از محل مالکیت رسمی مشاعی آقای بابا علی خدادادی برابر رأی شماره ۱۴۰۳۶۰۳۰۷۰۰۰۱۱۲۳ کلاسه ۱۴۰۲۷۶۹ هیأت bbox=[1728, 399, 2277, 446]
entry: ششدانگ یکقطعه زمین مزروعی دارای پلاک – فرعی از ۳۵ اصلی فوق به مساحت ۱۸۸۲۷۶ متر مربع ابتیاعی خانم فاطمه رمضان پورحاجی تقی فرزندعلی از محل مالکیت رسمی برابر رأی شماره ۱۴۰۳۶۰۳۰۷۰۰۰۱۱۲۲ کلاسه ۱۴۰۲۴۲۷ هیأت bbox=[1728, 515, 2277, 562]
entry: ششدانگ یکقطعه زمین مزروعی دارای پلاک – فرعی از ۱۱۱ اصلی فوق به مساحت ۵۹۸۰۵۰ مترمربع ابتیاعی آقای نورمحمد نوری سیاهدشت فرزند پیغمبرقلی از محل مالکیت رسمی مشاعی آقای پیغمبرقلی نوری برابر رأی شماره ۱۴۰۳۶۰۳۰۷۰۰۰۱۴۴۲ کلاسه ۱۴۰۲۵۶۰ هیأت bbox=[17, 150, 566, 197]
entry: ششدانگ یکقطعه زمین مزروعی دارای پلاک – فرعی از ۱۱۸ اصلی فوق به مساحت ۵۵۸۴ مترمربع ابتیاعی آقای رمضان جوان بخت مایوان فرزند علی اکبر از محل مالکیت رسمی مشاعی آقای قربان محمد منزوی برابر رأی شماره ۱۴۰۳۶۰۳۰۷۰۰۰۱۱۳۵ کلاسه ۱۴۰۲۳۳۶ هیأت bbox=[17, 266, 566, 312]
entry: ششدانگ یکقطعه زمین مزروعی دارای پلاک – فرعی از ۷۲ اصلی فوق به مساحت ۲۴۹۱۲۰ متر مربع ابتیاعی آقای سید محمود سیدجعفرزاده حصار فرزند حشمت اله از محل مالکیت رسمی مشاعی متقاضی برابر رأی شماره ۱۴۰۳۶۰۳۰۷۰۰۰۱۴۴۱ کلاسه ۱۴۰۲۵۲۴ هیأت bbox=[1157, 166, 1707, 212]
entry: ششدانگ یکقطعه باغ دارای پلاک – فرعی از ۱۹۶ اصلی فوق به مساحت ۲۰۳۴۸۷ مترمربع ابتیاعی آقای عبدالحمید رجب زاده قره جقه فرزند حبیب اله از محل مالکیت رسمی مشاعی آقای حبیب اله رجب زاده برابر رأی شماره ۱۴۰۳۶۰۳۰۷۰۰۰۱۵۲۸ کلاسه ۱۴۰۲۴۱۰ هیأت bbox=[17, 846, 566, 893]
entry: ششدانگ یکقطعه زمین مزروعی دارای پلاک – فرعی از ۵۸ اصلی فوق به مساحت ۲۹۲۱۷۳ متر مربع ابتیاعی آقای غلامرضا قنبری مقدم فرزند اسدالله از محل مالکیت رسمی مشاعی آقای ادینه محمدقدیمی برابر رأی شماره ۱۴۰۳۶۰۳۰۷۰۰۰۱۱۶۳ کلاسه ۱۴۰۲۴۷۵ هیأت bbox=[1728, 830, 2277, 877]
signer: محمداسماعیل فرهمند – رئیس اداره ثبت واسناد املاک فاروج bbox=[38, 1594, 631, 1616]
entry: ششدانگ یکقطعه زمین مزروعی دارای پلاک – فرعی از ۷۵ اصلی فوق به مساحت ۲۴۷۹۹۶۵ متر مربع ابتیاعی آقای محمد حسین پور فرزند حسن از محل مالکیت رسمی آقای علی محمد فلاحت برابر رأی شماره ۱۴۰۳۶۰۳۰۷۰۰۰۱۳۳۱ کلاسه ۱۴۰۲۵۱۰ هیأت bbox=[1157, 790, 1707, 836]
section-heading: بخش سه قوچان پلاک ۱۶۱ اصلی – اراضی جری bbox=[293, 546, 566, 562]
section-heading: بخش سه قوچان پلاک ۳۳ اصلی – اراضی یوگان bbox=[2005, 382, 2277, 397]
entry: ششدانگ یکقطعه زمین مزروعی دارای پلاک – فرعی از ۱۸۹ اصلی فوق به مساحت ۲۴۰۳۶ مترمربع ابتیاعی آقای حسنعلی سجادی یسکن فرزند غلامحسین از محل مالکیت رسمی مشاعی آقای گل محمدهمتی برابر رأی شماره ۱۴۰۳۶۰۳۰۷۰۰۰۱۱۱۶ کلاسه ۱۴۰۱۳۵۵ هیأت bbox=[17, 730, 566, 776]
entry: ششدانگ یکقطعه زمین مزروعی دارای پلاک – فرعی از ۷۳ اصلی فوق به مساحت ۱۷۸۲۲۳ متر مربع ابتیاعی آقای بهرام عاشق قره خانی فرزند عبدالحسین از محل مالکیت رسمی مشاعی متقاضی برابر رأی شماره ۱۴۰۳۶۰۳۰۷۰۰۰۱۵۲۴ کلاسه ۱۴۰۲۱۹۱ هیأت bbox=[1157, 576, 1707, 622]
entry: ششدانگ یکقطعه زمین مزروعی دارای پلاک – فرعی از ۵۸ اصلی فوق به مساحت ۵۳۵۷۸۵ متر مربع ابتیاعی آقای ادینه محمد قدیمی مقدم فرزند ادی محمد از محل مالکیت رسمی مشاعی آقای ادینه محمدقدیمی برابر رأی شماره ۱۴۰۳۶۰۳۰۷۰۰۰۱۱۶۴ کلاسه ۱۴۰۲۴۷۳ هیأت bbox=[1157, 66, 1707, 113]
entry: ششدانگ یکقطعه زمین مزروعی دارای پلاک – فرعی از ۱۸۸ اصلی فوق به مساحت ۱۳۲۷۳۶۰ متر مربع ابتیاعی آقای حسنعلی سجادی یسکن فرزند غلامحسین از محل مالکیت رسمی مشاعی آقای غلامحسین قدسی برابر رأی شماره ۱۴۰۳۶۰۳۰۷۰۰۰۱۱۱۵ کلاسه ۱۴۰۱۳۵۷ هیأت bbox=[17, 615, 566, 661]
entry: ششدانگ یکقطعه زمین مزروعی دارای پلاک – فرعی از ۱۵۳ اصلی فوق به مساحت ۲۹۰۵۰۹ مترمربع ابتیاعی آقای محمد مکرمی رستم آباد فرزند محمدرضا از محل مالکیت رسمی مشاعی آقای علی خسروانی برابر رأی شماره ۱۴۰۳۶۰۳۰۷۰۰۰۱۳۳۲ کلاسه ۱۴۰۲۲۲۵ هیأت bbox=[17, 497, 566, 544]
entry: ششدانگ یکقطعه زمین مزروعی دارای پلاک – فرعی از ۸۵ اصلی فوق به مساحت ۳۵۴۷ مترمربع ابتیاعی آقای ابراهیم کیوان کوران کردیه فرزند محمدرحیم از محل مالکیت رسمی مشاعی برابر رأی شماره ۱۴۰۳۶۰۳۰۷۰۰۰۱۱۷۷ کلاسه ۱۴۰۲۱۷۵ هیأت bbox=[587, 671, 1137, 719]
notice-header bbox=[38, 6, 2256, 64]
entry: ششدانگ یکقطعه زمین مزروعی دارای پلاک – فرعی از ۸۵ اصلی فوق به مساحت ۱۲۸۴۷۸ مترمربع ابتیاعی آقای ابراهیم کیوان کوران کردیه فرزند محمدرحیم از محل مالکیت رسمی مشاعی برابر رأی شماره ۱۴۰۳۶۰۳۰۷۰۰۰۱۱۷۸ کلاسه ۱۴۰۲۱۹۲ هیأت bbox=[587, 721, 1137, 767]
section-heading: بخش سه قوچان پلاک ۴۹ اصلی – اراضی گل بادام bbox=[1989, 746, 2277, 761]
